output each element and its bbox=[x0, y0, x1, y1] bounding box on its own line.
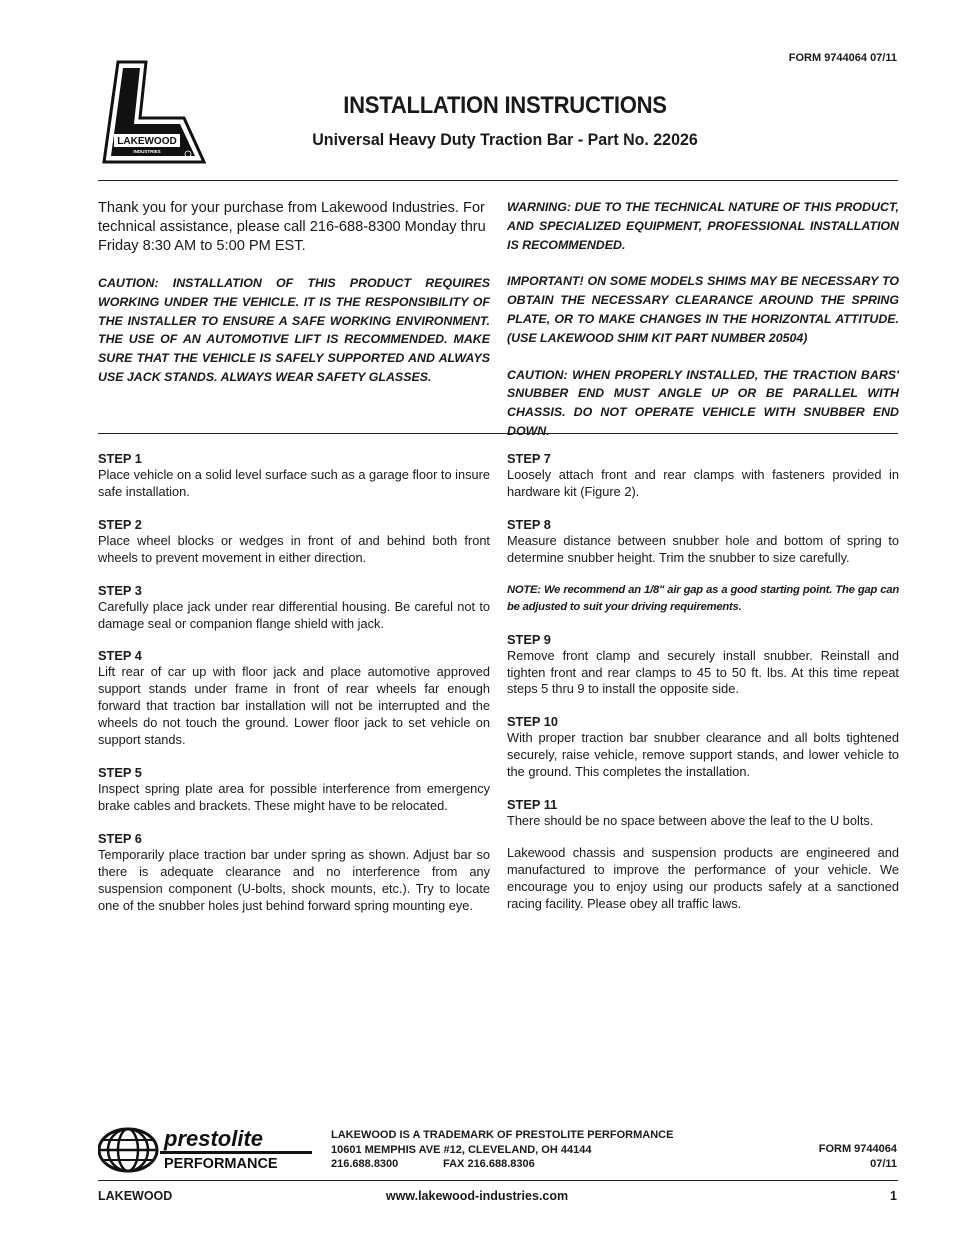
air-gap-note: NOTE: We recommend an 1/8" air gap as a good starting point. The gap can be adjusted to suit your driving requirements. bbox=[507, 583, 899, 613]
logo-wordmark: LAKEWOOD bbox=[117, 136, 177, 147]
phone: 216.688.8300 bbox=[331, 1158, 399, 1170]
address-line: 10601 MEMPHIS AVE #12, CLEVELAND, OH 44144 bbox=[331, 1143, 592, 1156]
page-number: 1 bbox=[890, 1189, 897, 1203]
prestolite-wordmark: prestolite bbox=[164, 1127, 264, 1151]
intro-right bbox=[507, 198, 899, 441]
warning-text: WARNING: DUE TO THE TECHNICAL NATURE OF THIS PRODUCT, AND SPECIALIZED EQUIPMENT, PROFESSIONAL INSTALLATION IS RECOMMENDED. bbox=[507, 200, 899, 252]
steps-left bbox=[98, 450, 490, 929]
intro-left bbox=[98, 199, 490, 387]
important-text: IMPORTANT! ON SOME MODELS SHIMS MAY BE NECESSARY TO OBTAIN THE NECESSARY CLEARANCE AROUND THE SPRING PLATE, OR TO MAKE CHANGES IN THE HORIZONTAL ATTITUDE. (USE LAKEWOOD SHIM KIT PART NUMBER 20504) bbox=[507, 274, 899, 345]
footer-form-date: 07/11 bbox=[870, 1157, 897, 1170]
steps-divider bbox=[98, 433, 898, 434]
thanks-text: Thank you for your purchase from Lakewood Industries. For technical assistance, please call 216-688-8300 Monday thru Friday 8:30 AM to 5:00 PM EST. bbox=[98, 200, 486, 254]
step-6: STEP 6 Temporarily place traction bar under spring as shown. Adjust bar so there is adequate clearance and no interference from any suspension component (U-bolts, shock mounts, etc.). Try to locate one of the snubber holes just behind forward spring mounting eye. bbox=[98, 830, 490, 913]
lakewood-logo bbox=[100, 58, 206, 164]
step-1: STEP 1 Place vehicle on a solid level surface such as a garage floor to insure safe installation. bbox=[98, 451, 490, 499]
footer-divider bbox=[98, 1180, 898, 1181]
step-3: STEP 3 Carefully place jack under rear differential housing. Be careful not to damage seal or companion flange shield with jack. bbox=[98, 582, 490, 631]
step-9: STEP 9 Remove front clamp and securely install snubber. Reinstall and tighten front and rear clamps to 45 to 50 ft. lbs. At this time repeat steps 5 thru 9 to install the opposite side. bbox=[507, 631, 899, 697]
step-4: STEP 4 Lift rear of car up with floor jack and place automotive approved support stands under frame in front of rear wheels far enough forward that traction bar installation will not be interrupted and the wheels do not touch the ground. Lower floor jack to set vehicle on support stands. bbox=[98, 648, 490, 748]
step-5: STEP 5 Inspect spring plate area for possible interference from emergency brake cables and brackets. These might have to be relocated. bbox=[98, 764, 490, 813]
fax: FAX 216.688.8306 bbox=[443, 1158, 535, 1170]
step-8: STEP 8 Measure distance between snubber hole and bottom of spring to determine snubber height. Trim the snubber to size carefully. bbox=[507, 516, 899, 565]
form-number-top: FORM 9744064 07/11 bbox=[788, 52, 897, 64]
caution-right: CAUTION: WHEN PROPERLY INSTALLED, THE TRACTION BARS' SNUBBER END MUST ANGLE UP OR BE PARALLEL WITH CHASSIS. DO NOT OPERATE VEHICLE WITH SNUBBER END DOWN. bbox=[507, 367, 899, 438]
step-11: STEP 11 There should be no space between above the leaf to the U bolts. bbox=[507, 797, 874, 829]
footer-address-block bbox=[331, 1128, 673, 1172]
step-7: STEP 7 Loosely attach front and rear clamps with fasteners provided in hardware kit (Figure 2). bbox=[507, 451, 899, 499]
footer-brand: LAKEWOOD bbox=[98, 1189, 173, 1203]
step-2: STEP 2 Place wheel blocks or wedges in front of and behind both front wheels to prevent movement in either direction. bbox=[98, 516, 490, 565]
caution-left: CAUTION: INSTALLATION OF THIS PRODUCT REQUIRES WORKING UNDER THE VEHICLE. IT IS THE RESPONSIBILITY OF THE INSTALLER TO ENSURE A SAFE WORKING ENVIRONMENT. THE USE OF AN AUTOMOTIVE LIFT IS RECOMMENDED. MAKE SURE THAT THE VEHICLE IS SAFELY SUPPORTED AND ALWAYS USE JACK STANDS. ALWAYS WEAR SAFETY GLASSES. bbox=[98, 276, 490, 384]
footer-form-block bbox=[819, 1142, 897, 1171]
trademark-line: LAKEWOOD IS A TRADEMARK OF PRESTOLITE PERFORMANCE bbox=[331, 1129, 674, 1141]
contact-line bbox=[331, 1157, 673, 1172]
footer-form-number: FORM 9744064 bbox=[818, 1143, 897, 1155]
website-link[interactable]: www.lakewood-industries.com bbox=[385, 1189, 569, 1203]
prestolite-logo bbox=[98, 1127, 316, 1173]
step-10: STEP 10 With proper traction bar snubber clearance and all bolts tightened securely, raise vehicle, remove support stands, and lower vehicle to the ground. This completes the installation. bbox=[507, 714, 899, 780]
steps-right bbox=[507, 450, 899, 913]
performance-wordmark: PERFORMANCE bbox=[164, 1156, 278, 1172]
header-divider bbox=[98, 180, 898, 181]
logo-subtext: INDUSTRIES bbox=[133, 149, 161, 154]
page-title: INSTALLATION INSTRUCTIONS bbox=[343, 92, 667, 119]
closing-text: Lakewood chassis and suspension products are engineered and manufactured to improve the performance of your vehicle. We encourage you to enjoy using our products safely at a sanctioned racing facility. Please obey all traffic laws. bbox=[507, 844, 899, 911]
page-subtitle: Universal Heavy Duty Traction Bar - Part No. 22026 bbox=[312, 130, 698, 149]
